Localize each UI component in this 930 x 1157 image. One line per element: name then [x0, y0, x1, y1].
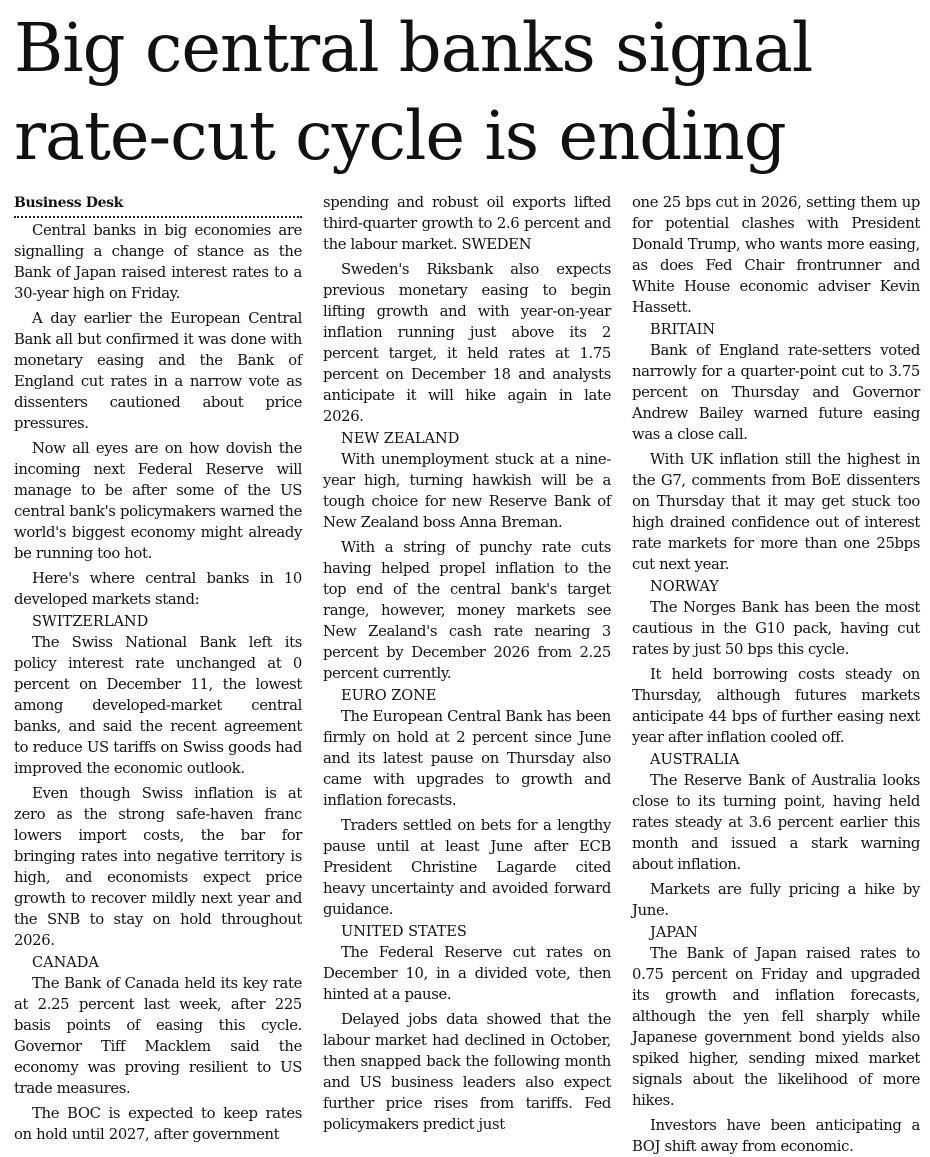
paragraph-intro: Central banks in big economies are signalling a change of stance as the Bank of Japan raised interest rates to a 30-year high on Friday.: [14, 222, 302, 302]
paragraph-nz-2: With a string of punchy rate cuts having helped propel inflation to the top end of the central bank's target range, however, money markets see New Zealand's cash rate nearing 3 percent by December 2026 from 2.25 percent currently.: [323, 539, 611, 682]
paragraph-canada-2: The BOC is expected to keep rates on hold until 2027, after government: [14, 1105, 302, 1143]
headline-line-1: Big central banks signal: [14, 9, 813, 87]
article-column-2: [323, 192, 611, 1132]
paragraph-australia-1: The Reserve Bank of Australia looks close to its turning point, having held rates steady at 3.6 percent earlier this month and issued a stark warning about inflation.: [632, 772, 920, 873]
paragraph-euro-1: The European Central Bank has been firmly on hold at 2 percent since June and its latest pause on Thursday also came with upgrades to growth and inflation forecasts.: [323, 708, 611, 809]
headline-line-2: rate-cut cycle is ending: [14, 97, 786, 175]
article-column-3: [632, 192, 920, 1155]
section-heading-britain: BRITAIN: [650, 322, 716, 338]
paragraph-us-2: Delayed jobs data showed that the labour market had declined in October, then snapped back the following month and US business leaders also expect further price rises from tariffs. Fed policymakers predict just: [323, 1011, 611, 1133]
section-heading-new-zealand: NEW ZEALAND: [341, 431, 460, 447]
paragraph-us-1: The Federal Reserve cut rates on December 10, in a divided vote, then hinted at a pause.: [323, 944, 611, 1003]
byline: Business Desk: [14, 192, 302, 218]
paragraph-norway-2: It held borrowing costs steady on Thursday, although futures markets anticipate 44 bps of further easing next year after inflation cooled off.: [632, 666, 920, 746]
paragraph-britain-2: With UK inflation still the highest in the G7, comments from BoE dissenters on Thursday that it may get stuck too high drained confidence out of interest rate markets for more than one 25bps cut next year.: [632, 451, 920, 573]
paragraph-heres-where: Here's where central banks in 10 developed markets stand:: [14, 570, 302, 608]
paragraph-japan-2: Investors have been anticipating a BOJ shift away from economic.: [632, 1117, 920, 1155]
section-heading-australia: AUSTRALIA: [650, 752, 740, 768]
paragraph-ecb-boe: A day earlier the European Central Bank all but confirmed it was done with monetary easing and the Bank of England cut rates in a narrow vote as dissenters cautioned about price pressures.: [14, 310, 302, 432]
paragraph-britain-1: Bank of England rate-setters voted narrowly for a quarter-point cut to 3.75 percent on Thursday and Governor Andrew Bailey warned future easing was a close call.: [632, 342, 920, 443]
paragraph-sweden-1: Sweden's Riksbank also expects previous monetary easing to begin lifting growth and with year-on-year inflation running just above its 2 percent target, it held rates at 1.75 percent on December 18 and analysts anticipate it will hike again in late 2026.: [323, 261, 611, 425]
section-heading-switzerland: SWITZERLAND: [32, 614, 149, 630]
paragraph-swiss-1: The Swiss National Bank left its policy interest rate unchanged at 0 percent on December 11, the lowest among developed-market central banks, and said the recent agreement to reduce US tariffs on Swiss goods had improved the economic outlook.: [14, 634, 302, 777]
paragraph-canada-1: The Bank of Canada held its key rate at 2.25 percent last week, after 225 basis points of easing this cycle. Governor Tiff Macklem said the economy was proving resilient to US trade measures.: [14, 975, 302, 1097]
paragraph-euro-2: Traders settled on bets for a lengthy pause until at least June after ECB President Christine Lagarde cited heavy uncertainty and avoided forward guidance.: [323, 817, 611, 918]
section-heading-united-states: UNITED STATES: [341, 924, 467, 940]
section-heading-japan: JAPAN: [650, 925, 698, 941]
section-heading-norway: NORWAY: [650, 579, 719, 595]
headline: [14, 4, 924, 180]
section-heading-euro-zone: EURO ZONE: [341, 688, 437, 704]
paragraph-australia-2: Markets are fully pricing a hike by June.: [632, 881, 920, 919]
paragraph-fed-eyes: Now all eyes are on how dovish the incoming next Federal Reserve will manage to be after some of the US central bank's policymakers warned the world's biggest economy might already be running too hot.: [14, 440, 302, 562]
section-heading-canada: CANADA: [32, 955, 99, 971]
paragraph-swiss-2: Even though Swiss inflation is at zero as the strong safe-haven franc lowers import costs, the bar for bringing rates into negative territory is high, and economists expect price growth to recover mildly next year and the SNB to stay on hold throughout 2026.: [14, 785, 302, 949]
paragraph-canada-2-continued: [323, 192, 611, 255]
paragraph-norway-1: The Norges Bank has been the most cautious in the G10 pack, having cut rates by just 50 bps this cycle.: [632, 599, 920, 658]
canada-2-continued-text: spending and robust oil exports lifted third-quarter growth to 2.6 percent and the labour market.: [323, 194, 611, 253]
article-column-1: [14, 192, 302, 1143]
section-heading-sweden: SWEDEN: [461, 236, 532, 253]
paragraph-us-2-continued: one 25 bps cut in 2026, setting them up for potential clashes with President Donald Trump, who wants more easing, as does Fed Chair frontrunner and White House economic adviser Kevin Hassett.: [632, 194, 920, 316]
paragraph-japan-1: The Bank of Japan raised rates to 0.75 percent on Friday and upgraded its growth and inflation forecasts, although the yen fell sharply while Japanese government bond yields also spiked higher, sending mixed market signals about the likelihood of more hikes.: [632, 945, 920, 1109]
paragraph-nz-1: With unemployment stuck at a nine-year high, turning hawkish will be a tough choice for new Reserve Bank of New Zealand boss Anna Breman.: [323, 451, 611, 531]
